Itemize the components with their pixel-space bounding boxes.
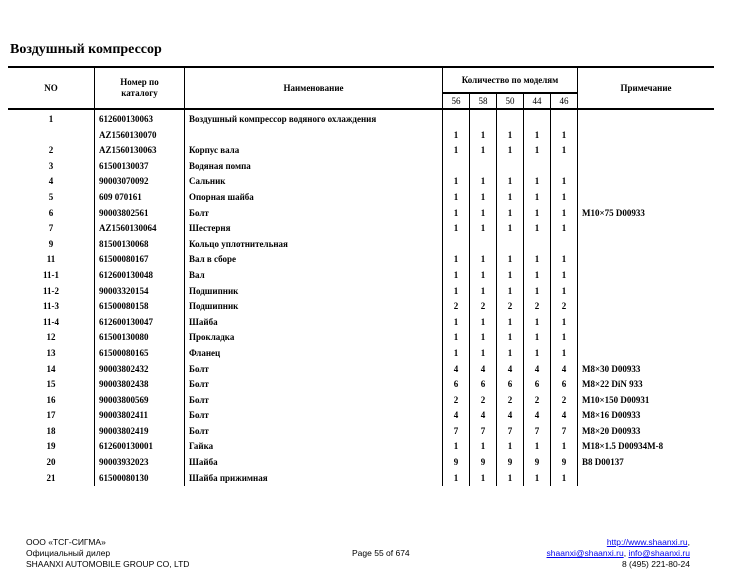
table-row xyxy=(8,455,714,471)
quantity-cell: 1 xyxy=(470,471,497,487)
quantity-cell: 1 xyxy=(551,268,578,284)
note-cell: M8×20 D00933 xyxy=(578,424,715,440)
table-row xyxy=(8,439,714,455)
quantity-cell: 6 xyxy=(524,377,551,393)
quantity-cell: 1 xyxy=(443,330,470,346)
quantity-cell xyxy=(497,109,524,128)
header-model: 50 xyxy=(497,93,524,109)
quantity-cell: 1 xyxy=(551,143,578,159)
quantity-cell: 1 xyxy=(524,143,551,159)
quantity-cell: 2 xyxy=(551,393,578,409)
row-number: 7 xyxy=(48,223,54,234)
table-row xyxy=(8,159,714,175)
note-cell: M18×1.5 D00934M-8 xyxy=(578,439,715,455)
email-link-2[interactable]: info@shaanxi.ru xyxy=(628,548,690,558)
part-name: Шайба xyxy=(185,455,443,471)
quantity-cell: 1 xyxy=(443,252,470,268)
table-row xyxy=(8,362,714,378)
quantity-cell: 1 xyxy=(551,252,578,268)
row-number: 13 xyxy=(46,347,56,358)
catalog-number: 61500080158 xyxy=(95,299,185,315)
row-number: 9 xyxy=(48,238,54,249)
part-name: Болт xyxy=(185,408,443,424)
note-cell xyxy=(578,109,715,128)
row-number: 4 xyxy=(48,176,54,187)
quantity-cell: 4 xyxy=(443,362,470,378)
quantity-cell: 1 xyxy=(551,128,578,144)
quantity-cell: 1 xyxy=(497,330,524,346)
quantity-cell: 1 xyxy=(497,143,524,159)
quantity-cell: 6 xyxy=(497,377,524,393)
quantity-cell: 1 xyxy=(470,439,497,455)
quantity-cell: 7 xyxy=(470,424,497,440)
quantity-cell xyxy=(443,159,470,175)
quantity-cell: 1 xyxy=(551,190,578,206)
quantity-cell: 1 xyxy=(443,346,470,362)
footer-dealer: Официальный дилер xyxy=(26,548,111,558)
part-name: Вал в сборе xyxy=(185,252,443,268)
quantity-cell: 6 xyxy=(470,377,497,393)
quantity-cell: 1 xyxy=(470,128,497,144)
catalog-number: 90003802561 xyxy=(95,206,185,222)
catalog-number: 61500080130 xyxy=(95,471,185,487)
quantity-cell: 1 xyxy=(524,190,551,206)
note-cell xyxy=(578,159,715,175)
quantity-cell: 1 xyxy=(443,268,470,284)
quantity-cell: 9 xyxy=(524,455,551,471)
note-cell xyxy=(578,471,715,487)
quantity-cell: 9 xyxy=(443,455,470,471)
row-number: 16 xyxy=(46,394,56,405)
table-row xyxy=(8,206,714,222)
header-catalog xyxy=(95,67,185,109)
table-row xyxy=(8,190,714,206)
quantity-cell: 1 xyxy=(443,143,470,159)
quantity-cell: 4 xyxy=(551,362,578,378)
quantity-cell: 1 xyxy=(524,315,551,331)
quantity-cell: 1 xyxy=(470,206,497,222)
catalog-number: AZ1560130064 xyxy=(95,221,185,237)
header-catalog-line1: Номер по xyxy=(120,77,159,87)
note-cell xyxy=(578,315,715,331)
quantity-cell: 7 xyxy=(524,424,551,440)
quantity-cell: 1 xyxy=(443,221,470,237)
note-cell xyxy=(578,221,715,237)
quantity-cell: 1 xyxy=(551,439,578,455)
catalog-number: 90003802419 xyxy=(95,424,185,440)
table-row xyxy=(8,299,714,315)
quantity-cell: 1 xyxy=(470,284,497,300)
quantity-cell xyxy=(551,237,578,253)
catalog-number: 90003932023 xyxy=(95,455,185,471)
quantity-cell: 1 xyxy=(470,221,497,237)
quantity-cell: 1 xyxy=(551,221,578,237)
part-name: Опорная шайба xyxy=(185,190,443,206)
header-catalog-line2: каталогу xyxy=(121,88,158,98)
quantity-cell: 4 xyxy=(497,362,524,378)
quantity-cell: 7 xyxy=(551,424,578,440)
part-name: Сальник xyxy=(185,174,443,190)
catalog-number: 612600130001 xyxy=(95,439,185,455)
quantity-cell: 4 xyxy=(470,408,497,424)
note-cell xyxy=(578,128,715,144)
table-row xyxy=(8,237,714,253)
quantity-cell: 1 xyxy=(524,346,551,362)
part-name: Болт xyxy=(185,424,443,440)
part-name: Шайба xyxy=(185,315,443,331)
quantity-cell: 1 xyxy=(443,471,470,487)
header-no: NO xyxy=(8,67,95,109)
quantity-cell: 1 xyxy=(470,330,497,346)
table-row xyxy=(8,330,714,346)
quantity-cell: 1 xyxy=(497,439,524,455)
quantity-cell: 1 xyxy=(497,346,524,362)
header-model: 56 xyxy=(443,93,470,109)
part-name: Болт xyxy=(185,362,443,378)
quantity-cell: 1 xyxy=(524,330,551,346)
catalog-number: 90003800569 xyxy=(95,393,185,409)
part-name: Кольцо уплотнительная xyxy=(185,237,443,253)
quantity-cell: 1 xyxy=(470,315,497,331)
table-row xyxy=(8,408,714,424)
note-cell xyxy=(578,237,715,253)
quantity-cell: 1 xyxy=(551,346,578,362)
note-cell xyxy=(578,143,715,159)
catalog-number: 612600130048 xyxy=(95,268,185,284)
website-link[interactable]: http://www.shaanxi.ru xyxy=(606,537,688,547)
note-cell: M8×30 D00933 xyxy=(578,362,715,378)
row-number: 19 xyxy=(46,441,56,452)
quantity-cell: 6 xyxy=(551,377,578,393)
part-name: Вал xyxy=(185,268,443,284)
catalog-number: 90003070092 xyxy=(95,174,185,190)
note-cell: B8 D00137 xyxy=(578,455,715,471)
quantity-cell: 1 xyxy=(443,315,470,331)
catalog-number: 90003802432 xyxy=(95,362,185,378)
note-cell xyxy=(578,346,715,362)
quantity-cell: 1 xyxy=(524,439,551,455)
part-name: Болт xyxy=(185,206,443,222)
note-cell xyxy=(578,174,715,190)
quantity-cell: 1 xyxy=(443,439,470,455)
table-row xyxy=(8,284,714,300)
quantity-cell: 4 xyxy=(524,408,551,424)
catalog-number: 90003802411 xyxy=(95,408,185,424)
part-name: Болт xyxy=(185,377,443,393)
quantity-cell: 1 xyxy=(524,268,551,284)
quantity-cell: 2 xyxy=(443,393,470,409)
table-row xyxy=(8,315,714,331)
quantity-cell: 2 xyxy=(524,393,551,409)
catalog-number: 61500080165 xyxy=(95,346,185,362)
table-row xyxy=(8,128,714,144)
row-number: 14 xyxy=(46,363,56,374)
row-number: 17 xyxy=(46,410,56,421)
quantity-cell: 1 xyxy=(497,174,524,190)
catalog-number: 612600130047 xyxy=(95,315,185,331)
quantity-cell: 1 xyxy=(497,471,524,487)
quantity-cell: 4 xyxy=(443,408,470,424)
quantity-cell: 1 xyxy=(524,206,551,222)
catalog-number: 90003802438 xyxy=(95,377,185,393)
quantity-cell: 2 xyxy=(497,393,524,409)
header-name: Наименование xyxy=(185,67,443,109)
part-name: Фланец xyxy=(185,346,443,362)
quantity-cell: 9 xyxy=(551,455,578,471)
row-number: 5 xyxy=(48,191,54,202)
part-name: Болт xyxy=(185,393,443,409)
header-note: Примечание xyxy=(578,67,715,109)
quantity-cell: 1 xyxy=(470,174,497,190)
footer-left xyxy=(26,537,189,570)
catalog-number: 61500130080 xyxy=(95,330,185,346)
note-cell xyxy=(578,190,715,206)
quantity-cell xyxy=(443,237,470,253)
row-number: 11-1 xyxy=(42,269,59,280)
page-title: Воздушный компрессор xyxy=(10,42,162,57)
quantity-cell: 2 xyxy=(470,393,497,409)
quantity-cell: 2 xyxy=(524,299,551,315)
footer-right: http://www.shaanxi.ru, shaanxi@shaanxi.ru, info@shaanxi.ru 8 (495) 221-80-24 xyxy=(546,537,690,569)
part-name: Воздушный компрессор водяного охлаждения xyxy=(185,109,443,128)
quantity-cell: 1 xyxy=(497,252,524,268)
quantity-cell: 1 xyxy=(551,315,578,331)
row-number: 12 xyxy=(46,332,56,343)
table-row xyxy=(8,377,714,393)
catalog-number: 61500130037 xyxy=(95,159,185,175)
row-number: 3 xyxy=(48,160,54,171)
quantity-cell: 1 xyxy=(443,174,470,190)
table-row xyxy=(8,393,714,409)
quantity-cell xyxy=(470,159,497,175)
quantity-cell: 1 xyxy=(470,268,497,284)
quantity-cell: 7 xyxy=(443,424,470,440)
part-name: Шестерня xyxy=(185,221,443,237)
note-cell xyxy=(578,268,715,284)
quantity-cell: 1 xyxy=(497,268,524,284)
row-number: 20 xyxy=(46,457,56,468)
quantity-cell: 1 xyxy=(497,190,524,206)
quantity-cell: 1 xyxy=(551,330,578,346)
quantity-cell xyxy=(524,237,551,253)
quantity-cell: 1 xyxy=(497,284,524,300)
quantity-cell: 4 xyxy=(470,362,497,378)
table-row xyxy=(8,471,714,487)
quantity-cell xyxy=(551,159,578,175)
table-row xyxy=(8,143,714,159)
note-cell: M10×150 D00931 xyxy=(578,393,715,409)
quantity-cell: 1 xyxy=(497,315,524,331)
quantity-cell: 1 xyxy=(497,206,524,222)
part-name xyxy=(185,128,443,144)
quantity-cell: 1 xyxy=(470,143,497,159)
quantity-cell: 1 xyxy=(524,471,551,487)
header-model: 46 xyxy=(551,93,578,109)
catalog-number: AZ1560130063 xyxy=(95,143,185,159)
row-number xyxy=(8,128,95,144)
row-number: 1 xyxy=(48,114,54,124)
quantity-cell: 1 xyxy=(470,190,497,206)
header-model: 44 xyxy=(524,93,551,109)
quantity-cell: 1 xyxy=(470,346,497,362)
row-number: 18 xyxy=(46,425,56,436)
quantity-cell: 7 xyxy=(497,424,524,440)
quantity-cell: 1 xyxy=(524,174,551,190)
quantity-cell xyxy=(497,159,524,175)
part-name: Водяная помпа xyxy=(185,159,443,175)
quantity-cell xyxy=(524,109,551,128)
catalog-number: 612600130063 xyxy=(95,109,185,128)
note-cell xyxy=(578,330,715,346)
quantity-cell: 9 xyxy=(470,455,497,471)
quantity-cell xyxy=(443,109,470,128)
quantity-cell xyxy=(524,159,551,175)
catalog-number: 609 070161 xyxy=(95,190,185,206)
catalog-number: AZ1560130070 xyxy=(95,128,185,144)
table-row xyxy=(8,221,714,237)
row-number: 6 xyxy=(48,207,54,218)
note-cell: M8×22 DiN 933 xyxy=(578,377,715,393)
header-model: 58 xyxy=(470,93,497,109)
quantity-cell: 2 xyxy=(551,299,578,315)
table-row xyxy=(8,174,714,190)
part-name: Подшипник xyxy=(185,284,443,300)
quantity-cell: 2 xyxy=(443,299,470,315)
quantity-cell: 1 xyxy=(524,221,551,237)
row-number: 21 xyxy=(46,472,56,483)
page-number: Page 55 of 674 xyxy=(352,548,410,558)
quantity-cell: 1 xyxy=(497,128,524,144)
quantity-cell: 4 xyxy=(551,408,578,424)
quantity-cell xyxy=(497,237,524,253)
email-link-1[interactable]: shaanxi@shaanxi.ru xyxy=(546,548,624,558)
quantity-cell: 1 xyxy=(443,206,470,222)
quantity-cell: 1 xyxy=(524,128,551,144)
quantity-cell: 1 xyxy=(443,284,470,300)
row-number: 11-3 xyxy=(42,301,59,312)
table-row xyxy=(8,109,714,128)
quantity-cell: 6 xyxy=(443,377,470,393)
parts-table xyxy=(8,66,714,486)
quantity-cell: 1 xyxy=(551,174,578,190)
note-cell xyxy=(578,299,715,315)
quantity-cell: 1 xyxy=(443,190,470,206)
quantity-cell: 4 xyxy=(497,408,524,424)
header-quantity: Количество по моделям xyxy=(443,67,578,93)
quantity-cell: 1 xyxy=(497,221,524,237)
note-cell xyxy=(578,252,715,268)
catalog-number: 61500080167 xyxy=(95,252,185,268)
note-cell xyxy=(578,284,715,300)
catalog-number: 81500130068 xyxy=(95,237,185,253)
quantity-cell: 9 xyxy=(497,455,524,471)
part-name: Шайба прижимная xyxy=(185,471,443,487)
quantity-cell: 2 xyxy=(497,299,524,315)
quantity-cell xyxy=(470,109,497,128)
part-name: Гайка xyxy=(185,439,443,455)
quantity-cell: 1 xyxy=(443,128,470,144)
part-name: Прокладка xyxy=(185,330,443,346)
footer-manufacturer: SHAANXI AUTOMOBILE GROUP CO, LTD xyxy=(26,559,190,569)
quantity-cell: 1 xyxy=(524,252,551,268)
quantity-cell: 4 xyxy=(524,362,551,378)
quantity-cell: 1 xyxy=(551,206,578,222)
row-number: 15 xyxy=(46,379,56,390)
quantity-cell: 1 xyxy=(470,252,497,268)
row-number: 11 xyxy=(46,254,56,265)
table-row xyxy=(8,268,714,284)
note-cell: M10×75 D00933 xyxy=(578,206,715,222)
table-row xyxy=(8,252,714,268)
part-name: Корпус вала xyxy=(185,143,443,159)
quantity-cell: 1 xyxy=(551,471,578,487)
catalog-number: 90003320154 xyxy=(95,284,185,300)
quantity-cell: 1 xyxy=(524,284,551,300)
row-number: 2 xyxy=(48,145,54,156)
quantity-cell: 1 xyxy=(551,284,578,300)
footer-phone: 8 (495) 221-80-24 xyxy=(621,559,690,569)
part-name: Подшипник xyxy=(185,299,443,315)
quantity-cell xyxy=(551,109,578,128)
quantity-cell xyxy=(470,237,497,253)
footer-company: ООО «ТСГ-СИГМА» xyxy=(26,537,106,547)
quantity-cell: 2 xyxy=(470,299,497,315)
table-row xyxy=(8,424,714,440)
note-cell: M8×16 D00933 xyxy=(578,408,715,424)
row-number: 11-4 xyxy=(42,316,59,327)
row-number: 11-2 xyxy=(42,285,59,296)
table-row xyxy=(8,346,714,362)
